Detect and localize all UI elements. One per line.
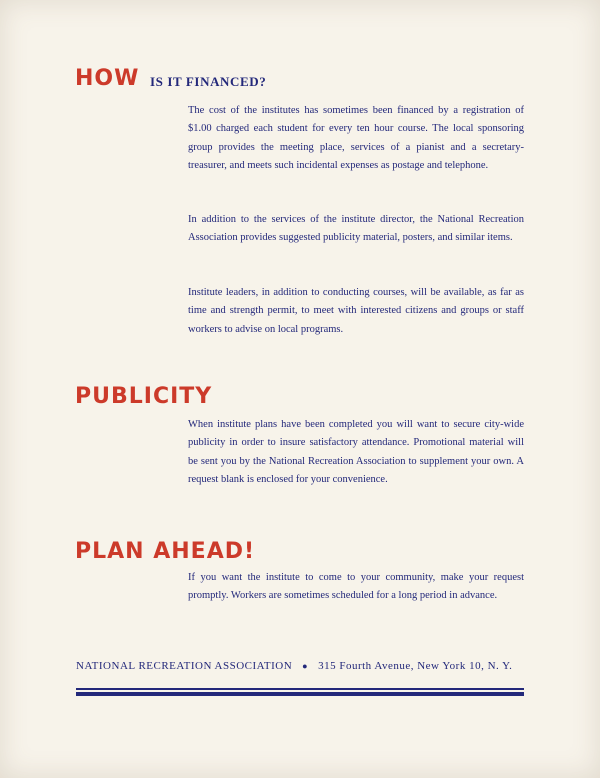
financing-paragraph-1: The cost of the institutes has sometimes been financed by a registration of $1.00 charged each student for every ten hour course. The local sponsoring group provides the meeting place, services of a pianist and a secretary-treasurer, and meets such incidental expenses as postage and telephone.: [188, 105, 524, 171]
how-heading: HOW: [75, 66, 140, 91]
financed-subheading: IS IT FINANCED?: [150, 74, 267, 89]
footer: [76, 660, 526, 672]
plan-ahead-heading: PLAN AHEAD!: [75, 539, 256, 564]
footer-rule-thin: [76, 688, 524, 690]
plan-ahead-paragraph: If you want the institute to come to your community, make your request promptly. Workers are sometimes scheduled for a long period in advance.: [188, 572, 524, 602]
financing-paragraph-2: In addition to the services of the institute director, the National Recreation Association provides suggested publicity material, posters, and similar items.: [188, 214, 524, 244]
footer-bullet: ●: [302, 661, 309, 671]
financing-paragraph-3: Institute leaders, in addition to conducting courses, will be available, as far as time and strength permit, to meet with interested citizens and groups or staff workers to advise on local programs.: [188, 287, 524, 335]
footer-organization: NATIONAL RECREATION ASSOCIATION: [76, 660, 293, 672]
publicity-heading: PUBLICITY: [75, 384, 213, 409]
footer-rule-thick: [76, 692, 524, 696]
footer-address: 315 Fourth Avenue, New York 10, N. Y.: [318, 660, 513, 672]
publicity-paragraph: When institute plans have been completed you will want to secure city-wide publicity in order to insure satisfactory attendance. Promotional material will be sent you by the National Recreation Association to supplement your own. A request blank is enclosed for your convenience.: [188, 419, 524, 485]
